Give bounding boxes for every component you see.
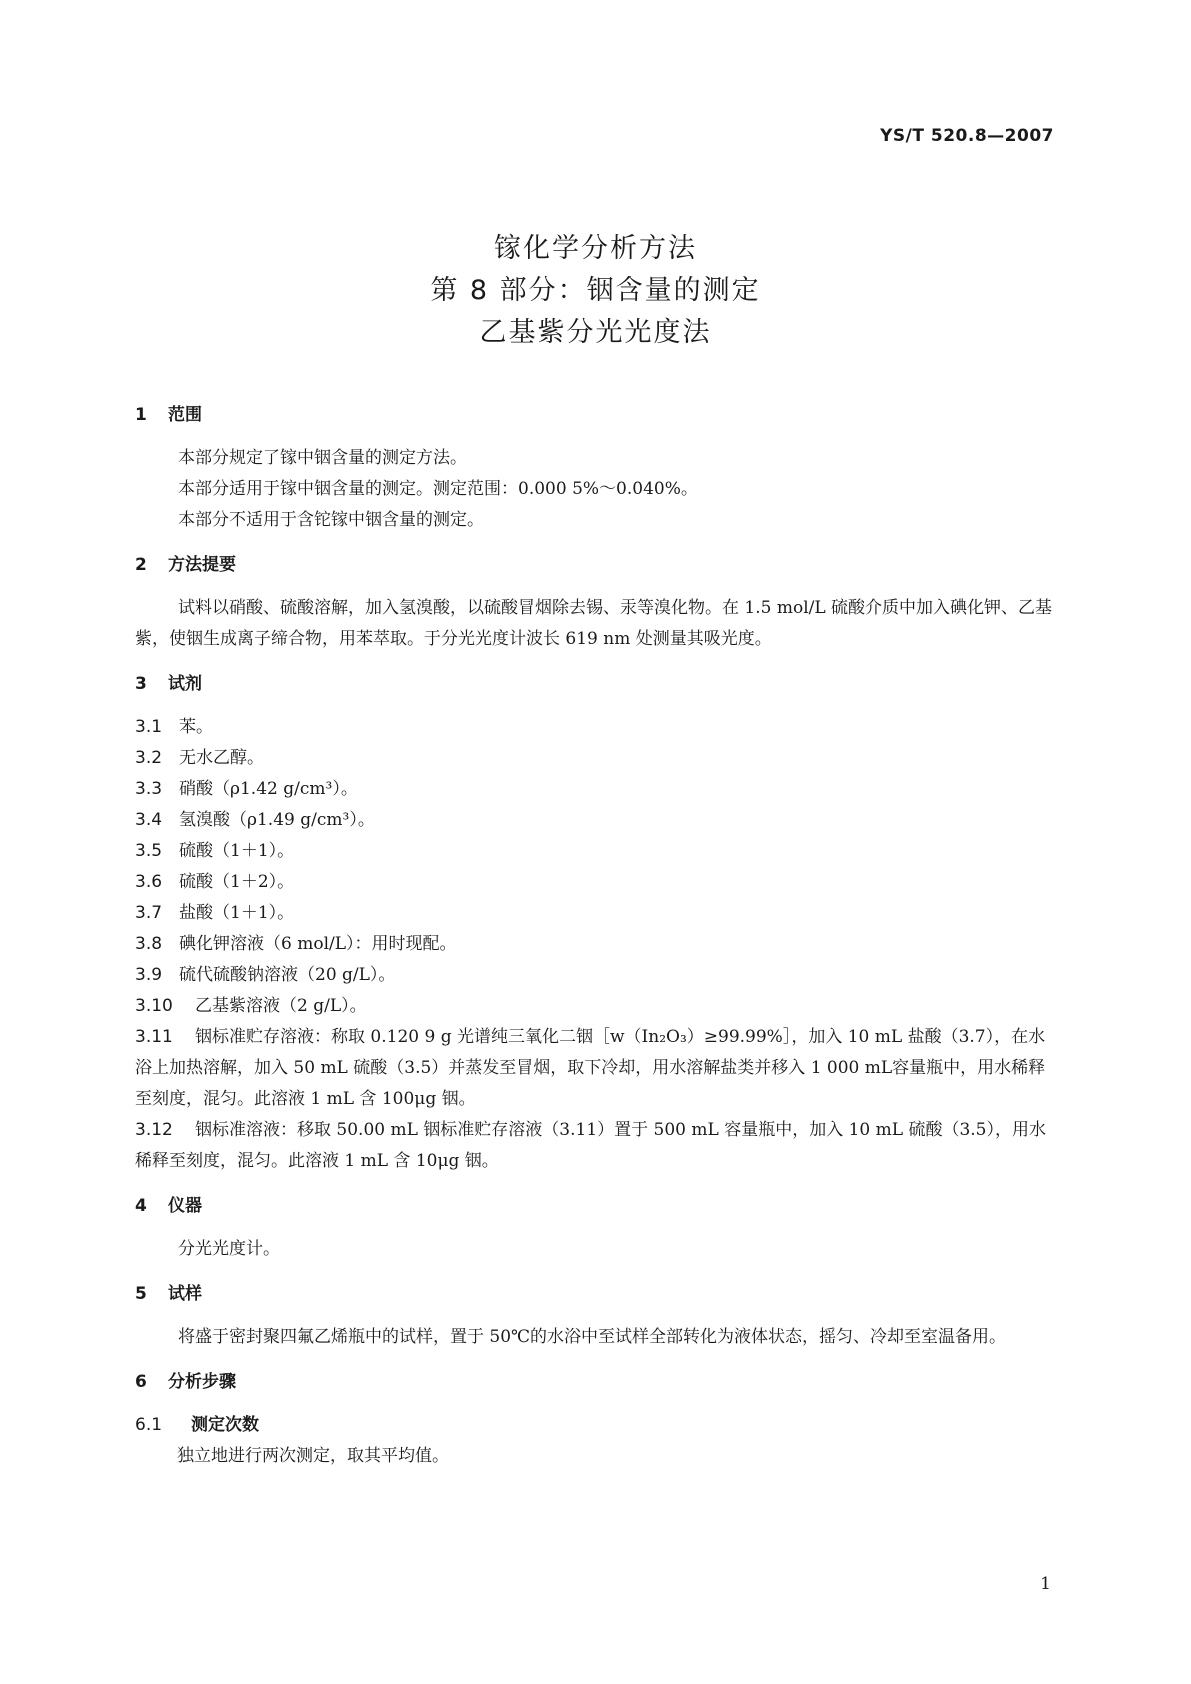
- title-line-3: 乙基紫分光光度法: [479, 317, 712, 348]
- item-number: 3.3: [135, 779, 163, 799]
- item-number: 3.11: [135, 1027, 173, 1047]
- subsection-number: 6.1: [135, 1415, 163, 1435]
- section-4-body: [135, 1234, 1061, 1265]
- section-title: 分析步骤: [168, 1372, 236, 1392]
- section-3-heading: [135, 669, 1061, 700]
- reagent-item: [135, 805, 1061, 836]
- standard-number: YS/T 520.8—2007: [880, 126, 1054, 146]
- section-4-heading: [135, 1191, 1061, 1222]
- section-number: 1: [135, 405, 147, 425]
- item-number: 3.8: [135, 934, 163, 954]
- section-5-heading: [135, 1279, 1061, 1310]
- item-number: 3.4: [135, 810, 163, 830]
- item-text: 铟标准溶液：移取 50.00 mL 铟标准贮存溶液（3.11）置于 500 mL 容量瓶中，加入 10 mL 硫酸（3.5），用水稀释至刻度，混匀。此溶液 1 mL 含 10μg 铟。: [135, 1120, 1046, 1171]
- section-title: 方法提要: [168, 555, 236, 575]
- item-text: 硝酸（ρ1.42 g/cm³）。: [179, 779, 358, 799]
- reagent-item: [135, 712, 1061, 743]
- item-number: 3.2: [135, 748, 163, 768]
- subsection-6-1-heading: [135, 1410, 1061, 1441]
- item-text: 苯。: [179, 717, 213, 737]
- item-number: 3.5: [135, 841, 163, 861]
- item-number: 3.9: [135, 965, 163, 985]
- section-number: 5: [135, 1284, 147, 1304]
- document-title: [0, 228, 1191, 354]
- title-line-1: 镓化学分析方法: [494, 233, 697, 264]
- section-number: 4: [135, 1196, 147, 1216]
- reagent-item: [135, 743, 1061, 774]
- item-text: 碘化钾溶液（6 mol/L）：用时现配。: [179, 934, 457, 954]
- reagent-item: [135, 929, 1061, 960]
- item-number: 3.6: [135, 872, 163, 892]
- item-text: 盐酸（1＋1）。: [179, 903, 295, 923]
- document-body: [135, 400, 1061, 1472]
- paragraph: 本部分不适用于含铊镓中铟含量的测定。: [178, 510, 484, 530]
- item-number: 3.12: [135, 1120, 173, 1140]
- section-title: 范围: [168, 405, 202, 425]
- reagent-item: [135, 898, 1061, 929]
- paragraph: 独立地进行两次测定，取其平均值。: [177, 1446, 449, 1466]
- page-number: 1: [1040, 1574, 1051, 1594]
- reagent-item: [135, 774, 1061, 805]
- reagent-list: [135, 712, 1061, 1177]
- reagent-item: [135, 1115, 1061, 1177]
- item-text: 氢溴酸（ρ1.49 g/cm³）。: [179, 810, 375, 830]
- item-text: 乙基紫溶液（2 g/L）。: [195, 996, 367, 1016]
- item-text: 硫酸（1＋1）。: [179, 841, 295, 861]
- section-5-body: [135, 1322, 1061, 1353]
- paragraph: 将盛于密封聚四氟乙烯瓶中的试样，置于 50℃的水浴中至试样全部转化为液体状态，摇匀、冷却至室温备用。: [178, 1327, 1007, 1347]
- section-6-heading: [135, 1367, 1061, 1398]
- section-1-heading: [135, 400, 1061, 431]
- paragraph: 本部分规定了镓中铟含量的测定方法。: [178, 448, 467, 468]
- item-text: 硫酸（1＋2）。: [179, 872, 295, 892]
- paragraph: 本部分适用于镓中铟含量的测定。测定范围：0.000 5%～0.040%。: [178, 479, 698, 499]
- reagent-item: [135, 867, 1061, 898]
- section-title: 试剂: [168, 674, 202, 694]
- section-2-body: [135, 593, 1061, 655]
- section-number: 6: [135, 1372, 147, 1392]
- item-number: 3.1: [135, 717, 163, 737]
- section-title: 试样: [168, 1284, 202, 1304]
- subsection-title: 测定次数: [191, 1415, 259, 1435]
- item-number: 3.7: [135, 903, 163, 923]
- section-number: 3: [135, 674, 147, 694]
- paragraph: 试料以硝酸、硫酸溶解，加入氢溴酸，以硫酸冒烟除去锡、汞等溴化物。在 1.5 mol/L 硫酸介质中加入碘化钾、乙基紫，使铟生成离子缔合物，用苯萃取。于分光光度计波长 619 nm 处测量其吸光度。: [135, 598, 1053, 649]
- item-text: 无水乙醇。: [179, 748, 264, 768]
- item-number: 3.10: [135, 996, 173, 1016]
- title-line-2: 第 8 部分：铟含量的测定: [430, 275, 761, 306]
- reagent-item: [135, 991, 1061, 1022]
- section-1-body: [135, 443, 1061, 536]
- section-number: 2: [135, 555, 147, 575]
- reagent-item: [135, 836, 1061, 867]
- item-text: 硫代硫酸钠溶液（20 g/L）。: [179, 965, 396, 985]
- section-2-heading: [135, 550, 1061, 581]
- item-text: 铟标准贮存溶液：称取 0.120 9 g 光谱纯三氧化二铟［w（In₂O₃）≥99.99%］，加入 10 mL 盐酸（3.7），在水浴上加热溶解，加入 50 mL 硫酸（3.5）并蒸发至冒烟，取下冷却，用水溶解盐类并移入 1 000 mL容量瓶中，用水稀释至刻度，混匀。此溶液 1 mL 含 100μg 铟。: [135, 1027, 1046, 1109]
- reagent-item: [135, 1022, 1061, 1115]
- paragraph: 分光光度计。: [178, 1239, 280, 1259]
- reagent-item: [135, 960, 1061, 991]
- section-title: 仪器: [168, 1196, 202, 1216]
